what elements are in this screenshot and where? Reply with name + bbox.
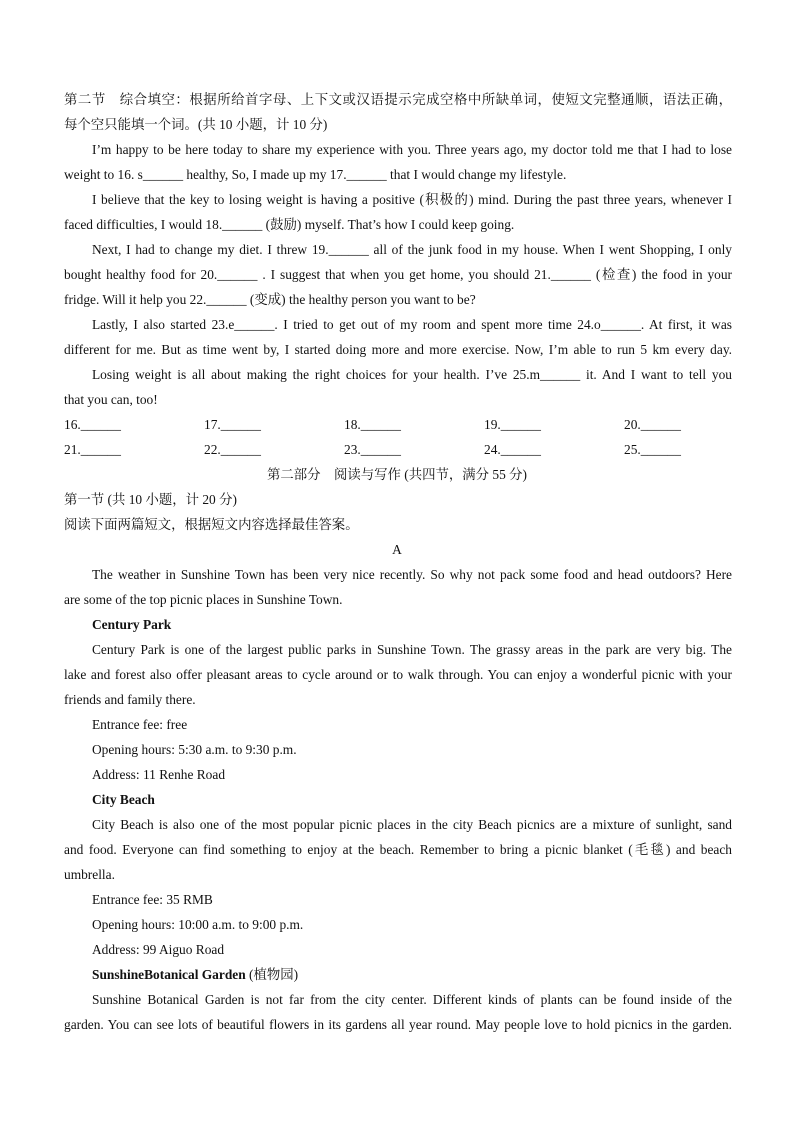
answer-blank-19[interactable]: 19.______ — [484, 417, 541, 432]
cloze-text-line: different for me. But as time went by, I started doing more and more exercise. Now, I’m able to run 5 km every day. — [64, 342, 732, 357]
passage-text-line: City Beach is also one of the most popular picnic places in the city Beach picnics are a mixture of sunlight, sand — [92, 817, 732, 832]
passage-text-line: Century Park is one of the largest public parks in Sunshine Town. The grassy areas in the park are very big. The — [92, 642, 732, 657]
answer-blank-17[interactable]: 17.______ — [204, 417, 261, 432]
answer-blank-18[interactable]: 18.______ — [344, 417, 401, 432]
answer-blank-25[interactable]: 25.______ — [624, 442, 681, 457]
cloze-text-line: faced difficulties, I would 18.______ (鼓励) myself. That’s how I could keep going. — [64, 217, 515, 232]
passage-label: A — [392, 542, 402, 557]
place-heading-botanical-garden — [92, 967, 732, 983]
entrance-fee: Entrance fee: free — [92, 717, 188, 732]
reading-instruction: 阅读下面两篇短文，根据短文内容选择最佳答案。 — [64, 517, 359, 532]
cloze-text-line: bought healthy food for 20.______ . I suggest that when you get home, you should 21.______ (检查) the food in your — [64, 267, 732, 282]
cloze-text-line: that you can, too! — [64, 392, 158, 407]
cloze-instruction-line-1: 第二节 综合填空：根据所给首字母、上下文或汉语提示完成空格中所缺单词，使短文完整通顺，语法正确， — [64, 92, 732, 107]
passage-text-line: umbrella. — [64, 867, 115, 882]
answer-blank-22[interactable]: 22.______ — [204, 442, 261, 457]
answer-blank-20[interactable]: 20.______ — [624, 417, 681, 432]
cloze-text-line: Losing weight is all about making the right choices for your health. I’ve 25.m______ it. And I want to tell you — [92, 367, 732, 382]
place-heading-century-park: Century Park — [92, 617, 172, 632]
answer-blank-21[interactable]: 21.______ — [64, 442, 121, 457]
opening-hours: Opening hours: 5:30 a.m. to 9:30 p.m. — [92, 742, 297, 757]
cloze-text-line: I’m happy to be here today to share my experience with you. Three years ago, my doctor told me that I had to lose — [92, 142, 732, 157]
answer-blank-16[interactable]: 16.______ — [64, 417, 121, 432]
passage-text-line: The weather in Sunshine Town has been very nice recently. So why not pack some food and head outdoors? Here — [92, 567, 732, 582]
cloze-text-line: Lastly, I also started 23.e______. I tried to get out of my room and spent more time 24.o______. At first, it was — [92, 317, 732, 332]
passage-text-line: garden. You can see lots of beautiful flowers in its gardens all year round. May people love to hold picnics in the garden. — [64, 1017, 732, 1032]
opening-hours: Opening hours: 10:00 a.m. to 9:00 p.m. — [92, 917, 304, 932]
cloze-text-line: fridge. Will it help you 22.______ (变成) the healthy person you want to be? — [64, 292, 476, 307]
cloze-text-line: Next, I had to change my diet. I threw 19.______ all of the junk food in my house. When I went Shopping, I only — [92, 242, 732, 257]
passage-text-line: are some of the top picnic places in Sunshine Town. — [64, 592, 343, 607]
passage-text-line: friends and family there. — [64, 692, 196, 707]
part2-title: 第二部分 阅读与写作 (共四节，满分 55 分) — [267, 467, 527, 482]
passage-text-line: and food. Everyone can find something to enjoy at the beach. Remember to bring a picnic blanket (毛毯) and beach — [64, 842, 732, 857]
cloze-text-line: weight to 16. s______ healthy, So, I made up my 17.______ that I would change my lifestyle. — [64, 167, 567, 182]
place-heading-city-beach: City Beach — [92, 792, 155, 807]
address: Address: 99 Aiguo Road — [92, 942, 225, 957]
answer-blank-24[interactable]: 24.______ — [484, 442, 541, 457]
place-name: SunshineBotanical Garden — [92, 967, 246, 982]
cloze-instruction-line-2: 每个空只能填一个词。(共 10 小题，计 10 分) — [64, 117, 328, 132]
entrance-fee: Entrance fee: 35 RMB — [92, 892, 213, 907]
passage-text-line: Sunshine Botanical Garden is not far from the city center. Different kinds of plants can be found inside of the — [92, 992, 732, 1007]
answer-blank-23[interactable]: 23.______ — [344, 442, 401, 457]
place-name-note: (植物园) — [245, 967, 299, 982]
section1-heading: 第一节 (共 10 小题，计 20 分) — [64, 492, 237, 507]
address: Address: 11 Renhe Road — [92, 767, 226, 782]
passage-text-line: lake and forest also offer pleasant areas to cycle around or to walk through. You can enjoy a wonderful picnic with your — [64, 667, 732, 682]
cloze-text-line: I believe that the key to losing weight is having a positive (积极的) mind. During the past three years, whenever I — [92, 192, 732, 207]
